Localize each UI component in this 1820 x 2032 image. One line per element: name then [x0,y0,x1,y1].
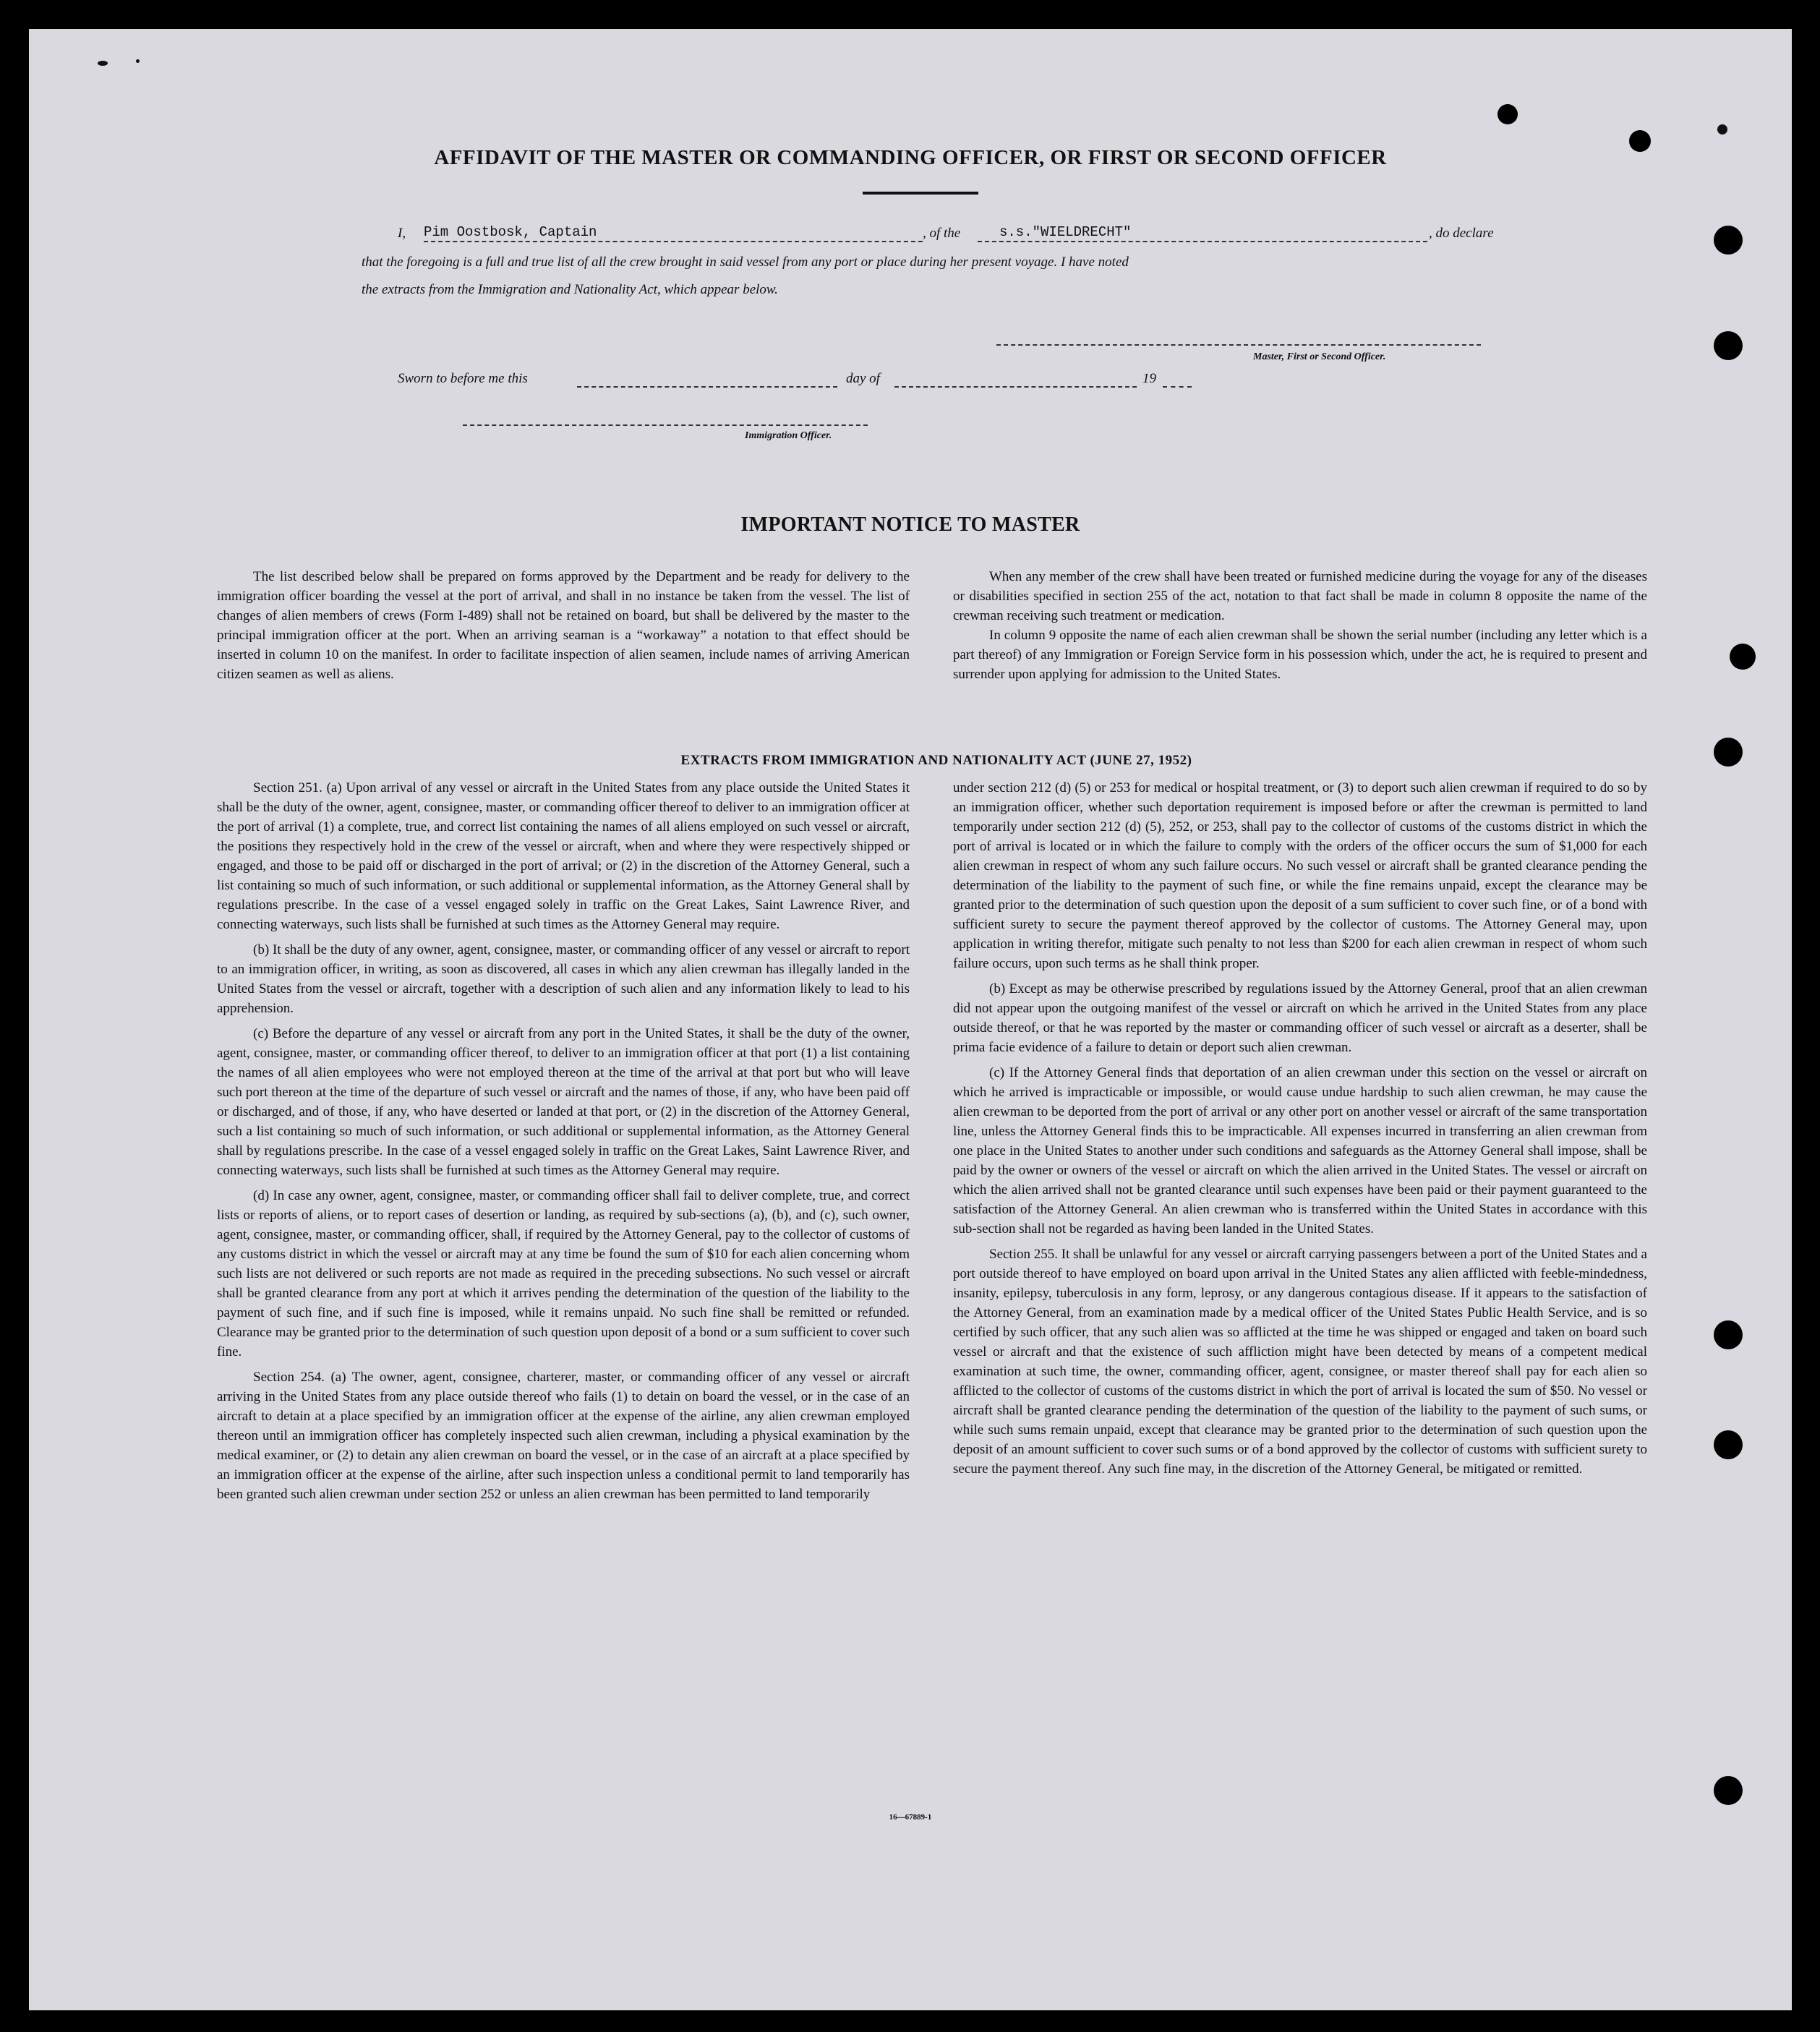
punch-hole-1 [1498,104,1518,124]
declarant-line [424,241,923,242]
punch-hole-3 [1714,226,1743,255]
extract-paragraph: under section 212 (d) (5) or 253 for medical or hospital treatment, or (3) to deport such alien crewman if required to do so by an immigration officer, whether such deportation requirement is imposed before or after the crewman is permitted to land temporarily under section 212 (d) (5), 252, or 253, shall pay to the collector of customs of the customs district in which the port of arrival is located or in which the failure to comply with the orders of the officer occurs the sum of $1,000 for each alien crewman in respect of whom any such failure occurs. No such vessel or aircraft shall be granted clearance pending the determination of the liability to the payment of such fine, or while the fine remains unpaid, except the clearance may be granted prior to the determination of such question upon the deposit of a sum sufficient to cover such fine, or of a bond with sufficient surety to secure the payment thereof approved by the collector of customs. The Attorney General may, upon application in writing therefor, mitigate such penalty to not less than $200 for each alien crewman in respect of whom such failure occurs, upon such terms as he shall think proper. [953,780,1647,971]
year-prefix: 19 [1142,371,1156,386]
of-the-label: , of the [923,226,961,241]
extract-paragraph: (b) Except as may be otherwise prescribed by regulations issued by the Attorney General, proof that an alien crewman did not appear upon the outgoing manifest of the vessel or aircraft on which he arrived in the United States from any place outside thereof, or that he was reported by the master or commanding officer of such vessel or aircraft as a deserter, shall be prima facie evidence of a failure to detain or deport such alien crewman. [953,981,1647,1055]
speck-2 [136,59,140,63]
notice-right-column [953,567,1647,684]
document-page [29,29,1792,2010]
immigration-officer-label: Immigration Officer. [745,430,832,441]
declaration-statement-2: the extracts from the Immigration and Nationality Act, which appear below. [362,282,778,297]
notice-heading: IMPORTANT NOTICE TO MASTER [740,513,1080,536]
speck-1 [98,61,108,66]
extract-paragraph: (c) Before the departure of any vessel or aircraft from any port in the United States, it shall be the duty of the owner, agent, consignee, master, or commanding officer thereof, to deliver to an immigration officer at that port (1) a list containing the names of all alien employees who were not employed thereon at the time of the arrival at that port but who will leave such port thereon at the time of the departure of such vessel or aircraft and the names of those, if any, who have been paid off or discharged, and of those, if any, who have deserted or landed at that port, or (2) in the discretion of the Attorney General, such a list containing so much of such information, or such additional or supplemental information, as the Attorney General shall by regulations prescribe. In the case of a vessel engaged solely in traffic on the Great Lakes, Saint Lawrence River, and connecting waterways, such lists shall be furnished at such times as the Attorney General may require. [217,1026,910,1178]
punch-hole-8 [1714,1430,1743,1459]
punch-hole-6 [1714,738,1743,767]
master-signature-line [996,344,1481,346]
immigration-officer-signature-line [463,424,868,426]
day-of-label: day of [846,371,880,386]
punch-hole-7 [1714,1320,1743,1349]
title-underline [863,192,978,195]
extracts-right-column [953,778,1647,1485]
extract-paragraph: Section 255. It shall be unlawful for any vessel or aircraft carrying passengers between a port of the United States and a port outside thereof to have employed on board upon arrival in the United States any alien afflicted with feeble-mindedness, insanity, epilepsy, tuberculosis in any form, leprosy, or any dangerous contagious disease. If it appears to the satisfaction of the Attorney General, from an examination made by a medical officer of the United States Public Health Service, and is so certified by such officer, that any such alien was so afflicted at the time he was shipped or engaged and taken on board such vessel or aircraft and that the existence of such affliction might have been detected by means of a competent medical examination at such time, the owner, commanding officer, agent, consignee, or master thereof shall pay for each alien so afflicted to the collector of customs of the customs district in which the port of arrival is located the sum of $50. No vessel or aircraft shall be granted clearance pending the determination of the question of the liability to the payment of such sums, or while such sums remain unpaid, except that clearance may be granted prior to the determination of such question upon the deposit of an amount sufficient to cover such sums or of a bond approved by the collector of customs with sufficient surety to secure the payment thereof. Any such fine may, in the discretion of the Attorney General, be mitigated or remitted. [953,1247,1647,1477]
month-line [894,386,1137,388]
punch-hole-9 [1714,1776,1743,1805]
speck-3 [1717,124,1727,135]
extract-paragraph: (c) If the Attorney General finds that deportation of an alien crewman under this section on the vessel or aircraft on which he arrived is impracticable or impossible, or would cause undue hardship to such alien crewman, he may cause the alien crewman to be deported from the port of arrival or any other port on another vessel or aircraft of the same transportation line, unless the Attorney General finds this to be impracticable. All expenses incurred in transferring an alien crewman from one place in the United States to another under such conditions and safeguards as the Attorney General shall impose, shall be paid by the owner or owners of the vessel or aircraft on which the alien arrived in the United States. The vessel or aircraft on which the alien arrived shall not be granted clearance until such expenses have been paid or their payment guaranteed to the satisfaction of the Attorney General. An alien crewman who is transferred within the United States in accordance with this sub-section shall not be regarded as having been landed in the United States. [953,1065,1647,1237]
punch-hole-5 [1730,644,1756,670]
master-signature-label: Master, First or Second Officer. [1253,351,1386,362]
notice-paragraph: In column 9 opposite the name of each alien crewman shall be shown the serial number (including any letter which is a part thereof) of any Immigration or Foreign Service form in his possession which, under the act, he is required to present and surrender upon applying for admission to the United States. [953,628,1647,682]
declaration-statement-1: that the foregoing is a full and true list of all the crew brought in said vessel from any port or place during her present voyage. I have noted [362,255,1129,270]
extracts-heading: EXTRACTS FROM IMMIGRATION AND NATIONALITY ACT (JUNE 27, 1952) [680,753,1192,768]
extracts-left-column [217,778,910,1510]
form-code: 16—67889-1 [889,1813,932,1822]
sworn-label: Sworn to before me this [398,371,528,386]
notice-paragraph: The list described below shall be prepared on forms approved by the Department and be ready for delivery to the immigration officer boarding the vessel at the port of arrival, and shall in no instance be taken from the vessel. The list of changes of alien members of crews (Form I-489) shall not be retained on board, but shall be delivered by the master to the principal immigration officer at the port. When an arriving seaman is a “workaway” a notation to that effect should be inserted in column 10 on the manifest. In order to facilitate inspection of alien seamen, include names of arriving American citizen seamen as well as aliens. [217,569,910,682]
notice-left-column [217,567,910,684]
extract-paragraph: Section 251. (a) Upon arrival of any vessel or aircraft in the United States from any place outside the United States it shall be the duty of the owner, agent, consignee, master, or commanding officer thereof to deliver to an immigration officer at the port of arrival (1) a complete, true, and correct list containing the names of all aliens employed on such vessel or aircraft, the positions they respectively hold in the crew of the vessel or aircraft, when and where they were respectively shipped or engaged, and those to be paid off or discharged in the port of arrival; or (2) in the discretion of the Attorney General, such a list containing so much of such information, or such additional or supplemental information, as the Attorney General shall by regulations prescribe. In the case of a vessel engaged solely in traffic on the Great Lakes, Saint Lawrence River, and connecting waterways, such lists shall be furnished at such times as the Attorney General may require. [217,780,910,932]
vessel-line [978,241,1427,242]
declarant-name-field: Pim Oostbosk, Captain [424,224,597,240]
page-title: AFFIDAVIT OF THE MASTER OR COMMANDING OFFICER, OR FIRST OR SECOND OFFICER [434,146,1387,169]
punch-hole-4 [1714,331,1743,360]
do-declare-label: , do declare [1429,226,1494,241]
extract-paragraph: (b) It shall be the duty of any owner, agent, consignee, master, or commanding officer of any vessel or aircraft to report to an immigration officer, in writing, as soon as discovered, all cases in which any alien crewman has illegally landed in the United States from the vessel or aircraft, together with a description of such alien and any information likely to lead to his apprehension. [217,942,910,1016]
extract-paragraph: (d) In case any owner, agent, consignee, master, or commanding officer shall fail to deliver complete, true, and correct lists or reports of aliens, or to report cases of desertion or landing, as required by sub-sections (a), (b), and (c), such owner, agent, consignee, master, or commanding officer, shall, if required by the Attorney General, pay to the collector of customs of any customs district in which the vessel or aircraft may at any time be found the sum of $10 for each alien concerning whom such lists are not delivered or such reports are not made as required in the preceding subsections. No such vessel or aircraft shall be granted clearance from any port at which it arrives pending the determination of the question of the liability to the payment of such fine, and if such fine is imposed, while it remains unpaid. No such fine shall be remitted or refunded. Clearance may be granted prior to the determination of such question upon deposit of a bond or a sum sufficient to cover such fine. [217,1188,910,1359]
extract-paragraph: Section 254. (a) The owner, agent, consignee, charterer, master, or commanding officer of any vessel or aircraft arriving in the United States from any place outside thereof who fails (1) to detain on board the vessel, or in the case of an aircraft to detain at a place specified by an immigration officer at the expense of the airline, any alien crewman employed thereon until an immigration officer has completely inspected such alien crewman, including a physical examination by the medical examiner, or (2) to detain any alien crewman on board the vessel, or in the case of an aircraft at a place specified by an immigration officer at the expense of the airline, after such inspection unless a conditional permit to land temporarily has been granted such alien crewman under section 252 or unless an alien crewman has been permitted to land temporarily [217,1370,910,1502]
vessel-name-field: s.s."WIELDRECHT" [999,224,1132,240]
year-line [1163,386,1192,388]
notice-paragraph: When any member of the crew shall have been treated or furnished medicine during the voyage for any of the diseases or disabilities specified in section 255 of the act, notation to that fact shall be made in column 8 opposite the name of the crewman receiving such treatment or medication. [953,569,1647,623]
sworn-date-line [577,386,837,388]
declaration-i-prefix: I, [398,226,406,241]
